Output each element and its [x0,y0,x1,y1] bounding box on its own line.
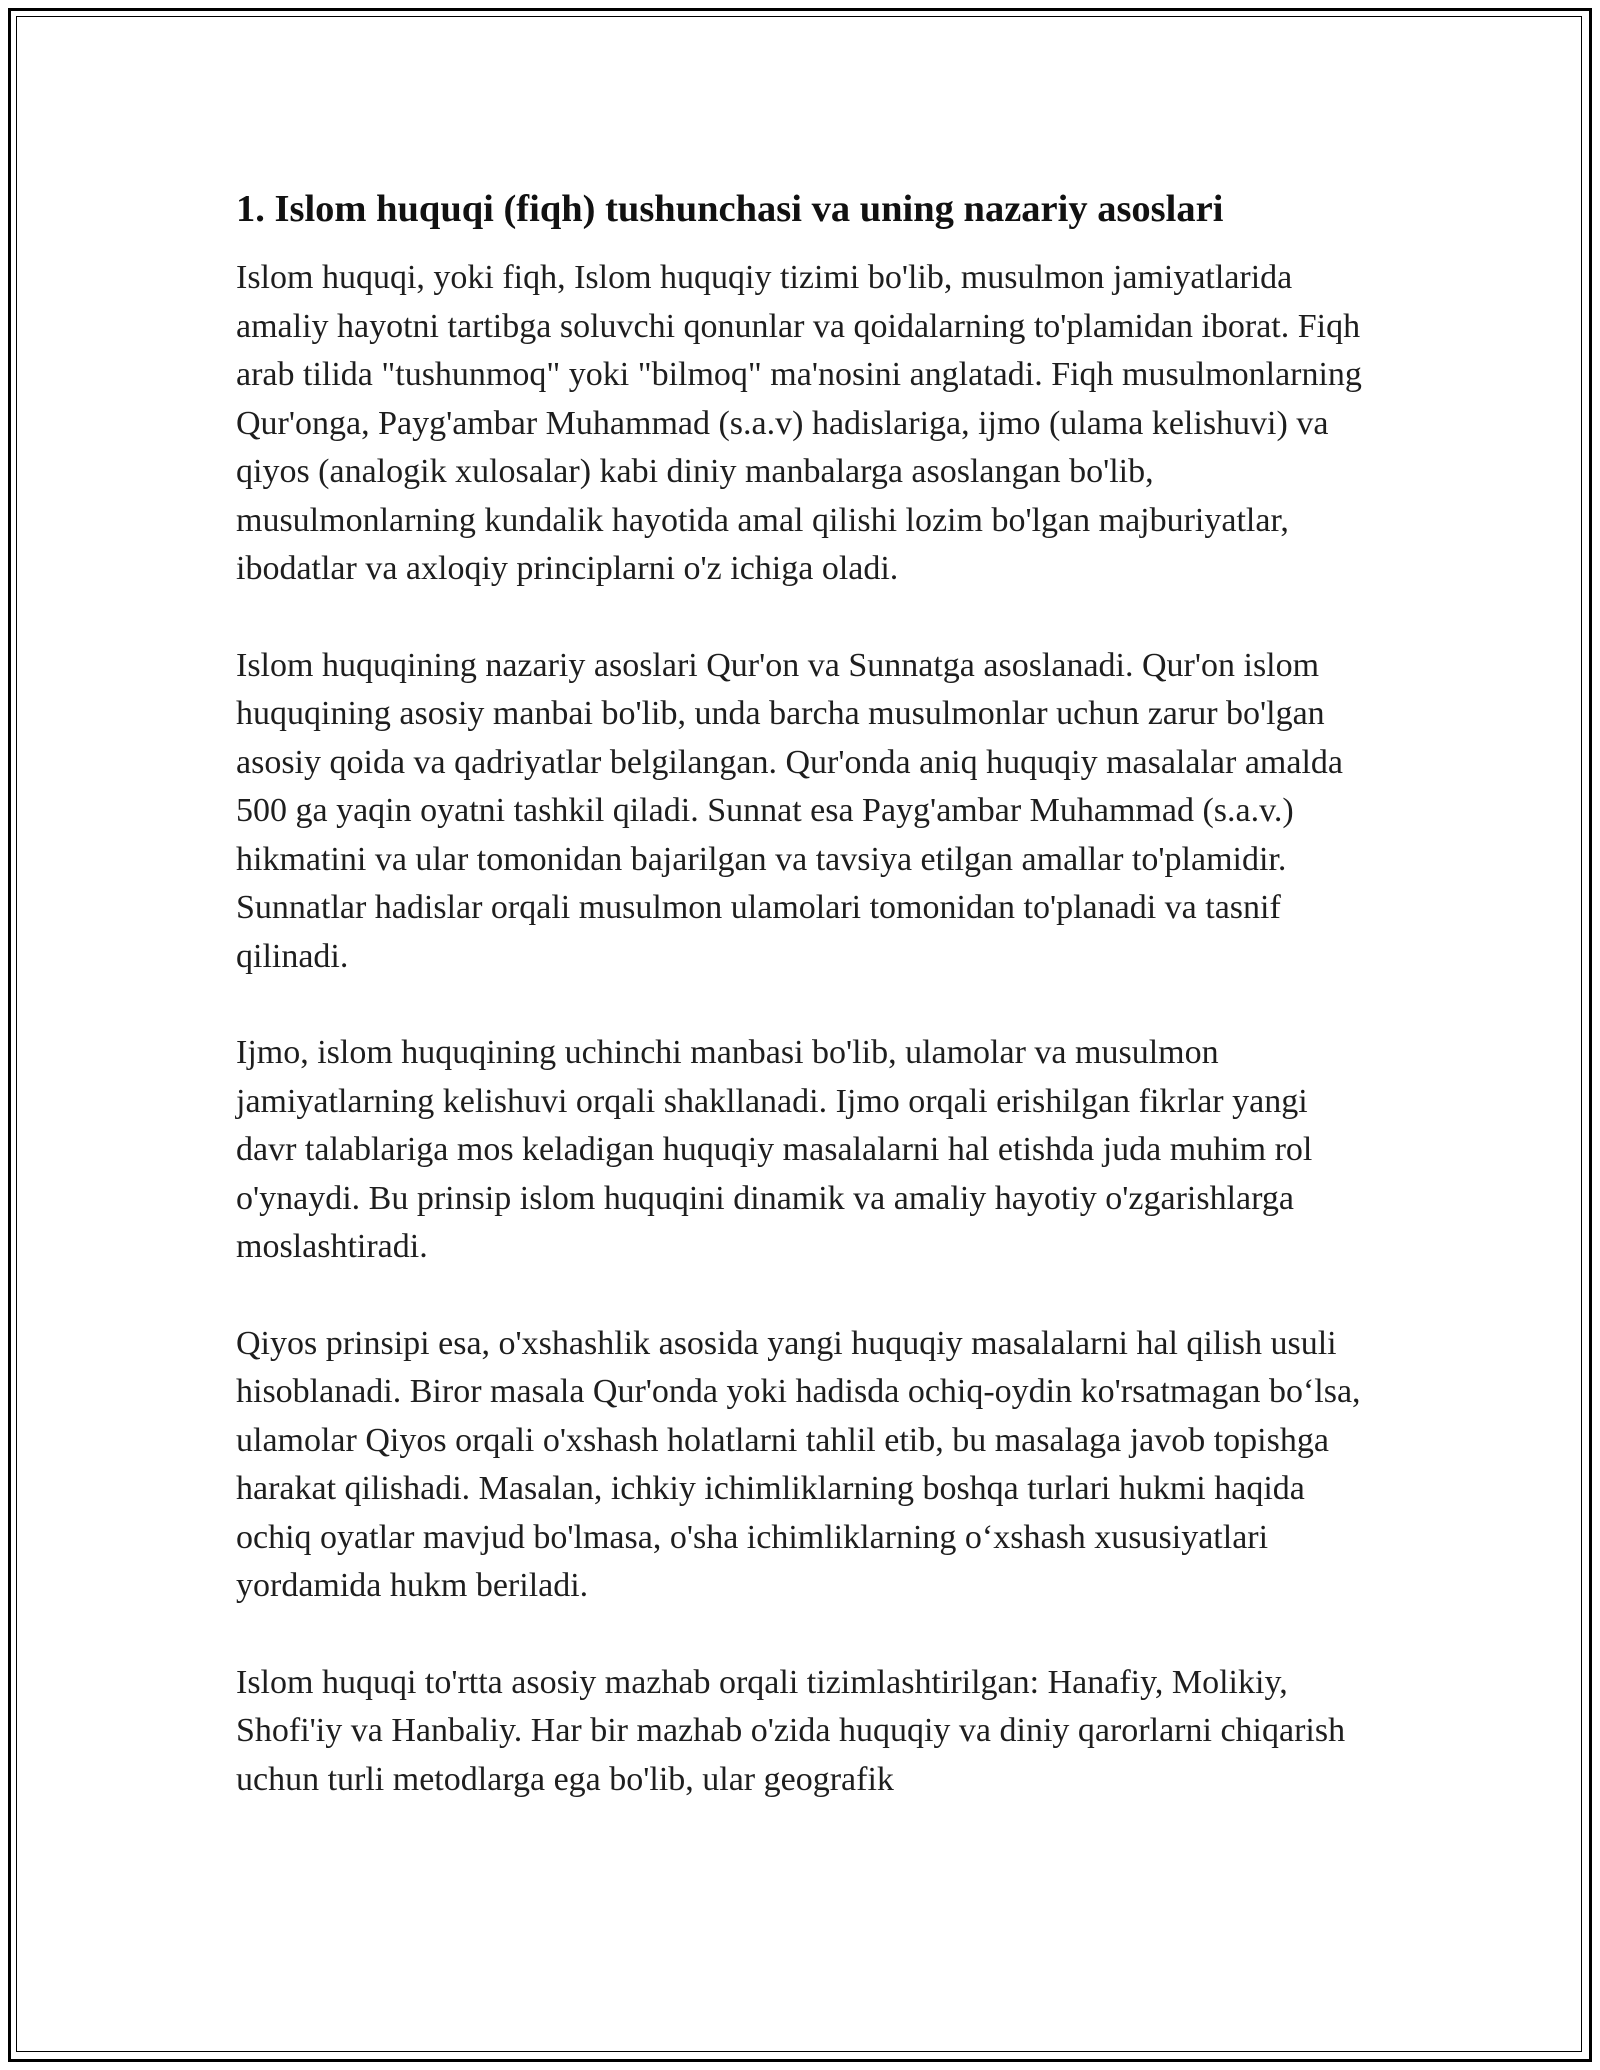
paragraph-definition: Islom huquqi, yoki fiqh, Islom huquqiy tizimi bo'lib, musulmon jamiyatlarida amaliy hayotni tartibga soluvchi qonunlar va qoidalarning to'plamidan iborat. Fiqh arab tilida "tushunmoq" yoki "bilmoq" ma'nosini anglatadi. Fiqh musulmonlarning Qur'onga, Payg'ambar Muhammad (s.a.v) hadislariga, ijmo (ulama kelishuvi) va qiyos (analogik xulosalar) kabi diniy manbalarga asoslangan bo'lib, musulmonlarning kundalik hayotida amal qilishi lozim bo'lgan majburiyatlar, ibodatlar va axloqiy principlarni o'z ichiga oladi. [236,259,1362,588]
paragraph-madhabs: Islom huquqi to'rtta asosiy mazhab orqali tizimlashtirilgan: Hanafiy, Molikiy, Shofi'iy va Hanbaliy. Har bir mazhab o'zida huquqiy va diniy qarorlarni chiqarish uchun turli metodlarga ega bo'lib, ular geografik [236,1663,1346,1798]
paragraph-ijma: Ijmo, islom huquqining uchinchi manbasi bo'lib, ulamolar va musulmon jamiyatlarning kelishuvi orqali shakllanadi. Ijmo orqali erishilgan fikrlar yangi davr talablariga mos keladigan huquqiy masalalarni hal etishda juda muhim rol o'ynaydi. Bu prinsip islom huquqini dinamik va amaliy hayotiy o'zgarishlarga moslashtiradi. [236,1034,1313,1266]
section-heading: 1. Islom huquqi (fiqh) tushunchasi va uning nazariy asoslari [236,188,1224,230]
document-body [236,186,1376,1804]
paragraph-qiyas: Qiyos prinsipi esa, o'xshashlik asosida yangi huquqiy masalalarni hal qilish usuli hisoblanadi. Biror masala Qur'onda yoki hadisda ochiq-oydin ko'rsatmagan bo‘lsa, ulamolar Qiyos orqali o'xshash holatlarni tahlil etib, bu masalaga javob topishga harakat qilishadi. Masalan, ichkiy ichimliklarning boshqa turlari hukmi haqida ochiq oyatlar mavjud bo'lmasa, o'sha ichimliklarning o‘xshash xususiyatlari yordamida hukm beriladi. [236,1324,1361,1605]
paragraph-quran-sunnah: Islom huquqining nazariy asoslari Qur'on va Sunnatga asoslanadi. Qur'on islom huquqining asosiy manbai bo'lib, unda barcha musulmonlar uchun zarur bo'lgan asosiy qoida va qadriyatlar belgilangan. Qur'onda aniq huquqiy masalalar amalda 500 ga yaqin oyatni tashkil qiladi. Sunnat esa Payg'ambar Muhammad (s.a.v.) hikmatini va ular tomonidan bajarilgan va tavsiya etilgan amallar to'plamidir. Sunnatlar hadislar orqali musulmon ulamolari tomonidan to'planadi va tasnif qilinadi. [236,646,1343,975]
